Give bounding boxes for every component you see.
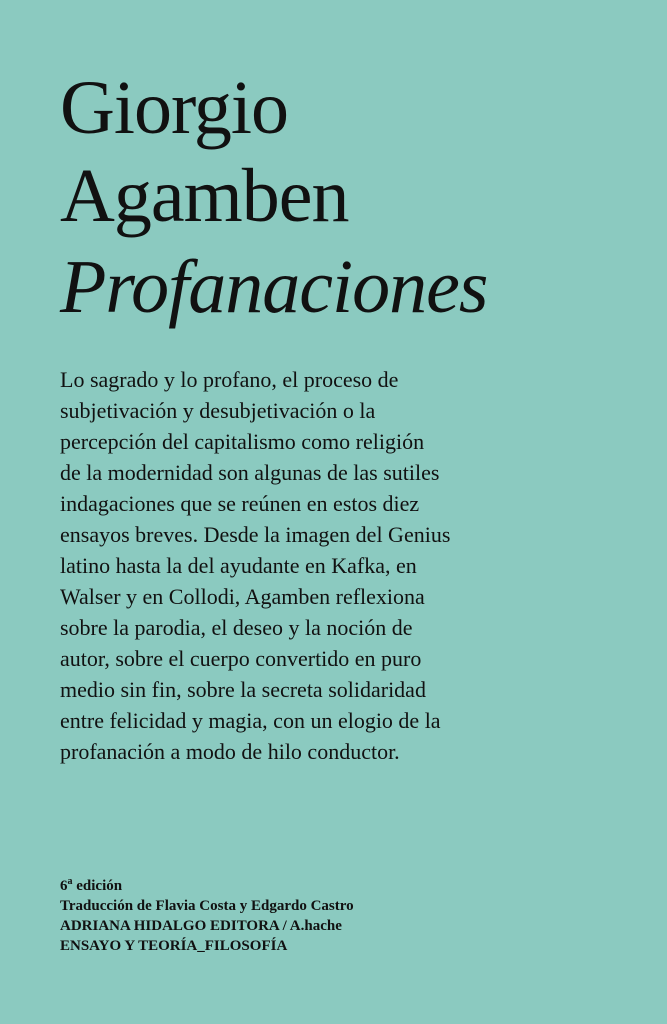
blurb-line: indagaciones que se reúnen en estos diez	[60, 491, 420, 516]
author-last-name: Agamben	[60, 154, 349, 238]
blurb-line: Lo sagrado y lo profano, el proceso de	[60, 367, 399, 392]
collection-name: ENSAYO Y TEORÍA_FILOSOFÍA	[60, 938, 288, 954]
edition-superscript: a	[67, 876, 73, 887]
author-first-name: Giorgio	[60, 66, 289, 150]
blurb-line: ensayos breves. Desde la imagen del Genius	[60, 522, 451, 547]
edition-info	[60, 876, 354, 896]
blurb-line: percepción del capitalismo como religión	[60, 429, 425, 454]
blurb-line: entre felicidad y magia, con un elogio de la	[60, 708, 441, 733]
publisher-name: ADRIANA HIDALGO EDITORA / A.hache	[60, 918, 342, 934]
blurb-line: latino hasta la del ayudante en Kafka, en	[60, 553, 417, 578]
blurb-line: autor, sobre el cuerpo convertido en puro	[60, 646, 422, 671]
blurb-line: de la modernidad son algunas de las sutiles	[60, 460, 440, 485]
book-title: Profanaciones	[60, 245, 488, 329]
edition-number: 6	[60, 878, 68, 894]
blurb-text	[60, 364, 520, 767]
edition-word: edición	[72, 878, 123, 894]
translation-credit: Traducción de Flavia Costa y Edgardo Castro	[60, 898, 354, 914]
blurb-line: sobre la parodia, el deseo y la noción de	[60, 615, 413, 640]
blurb-line: Walser y en Collodi, Agamben reflexiona	[60, 584, 425, 609]
blurb-line: medio sin fin, sobre la secreta solidaridad	[60, 677, 426, 702]
colophon	[60, 876, 354, 956]
blurb-line: profanación a modo de hilo conductor.	[60, 739, 400, 764]
blurb-line: subjetivación y desubjetivación o la	[60, 398, 376, 423]
